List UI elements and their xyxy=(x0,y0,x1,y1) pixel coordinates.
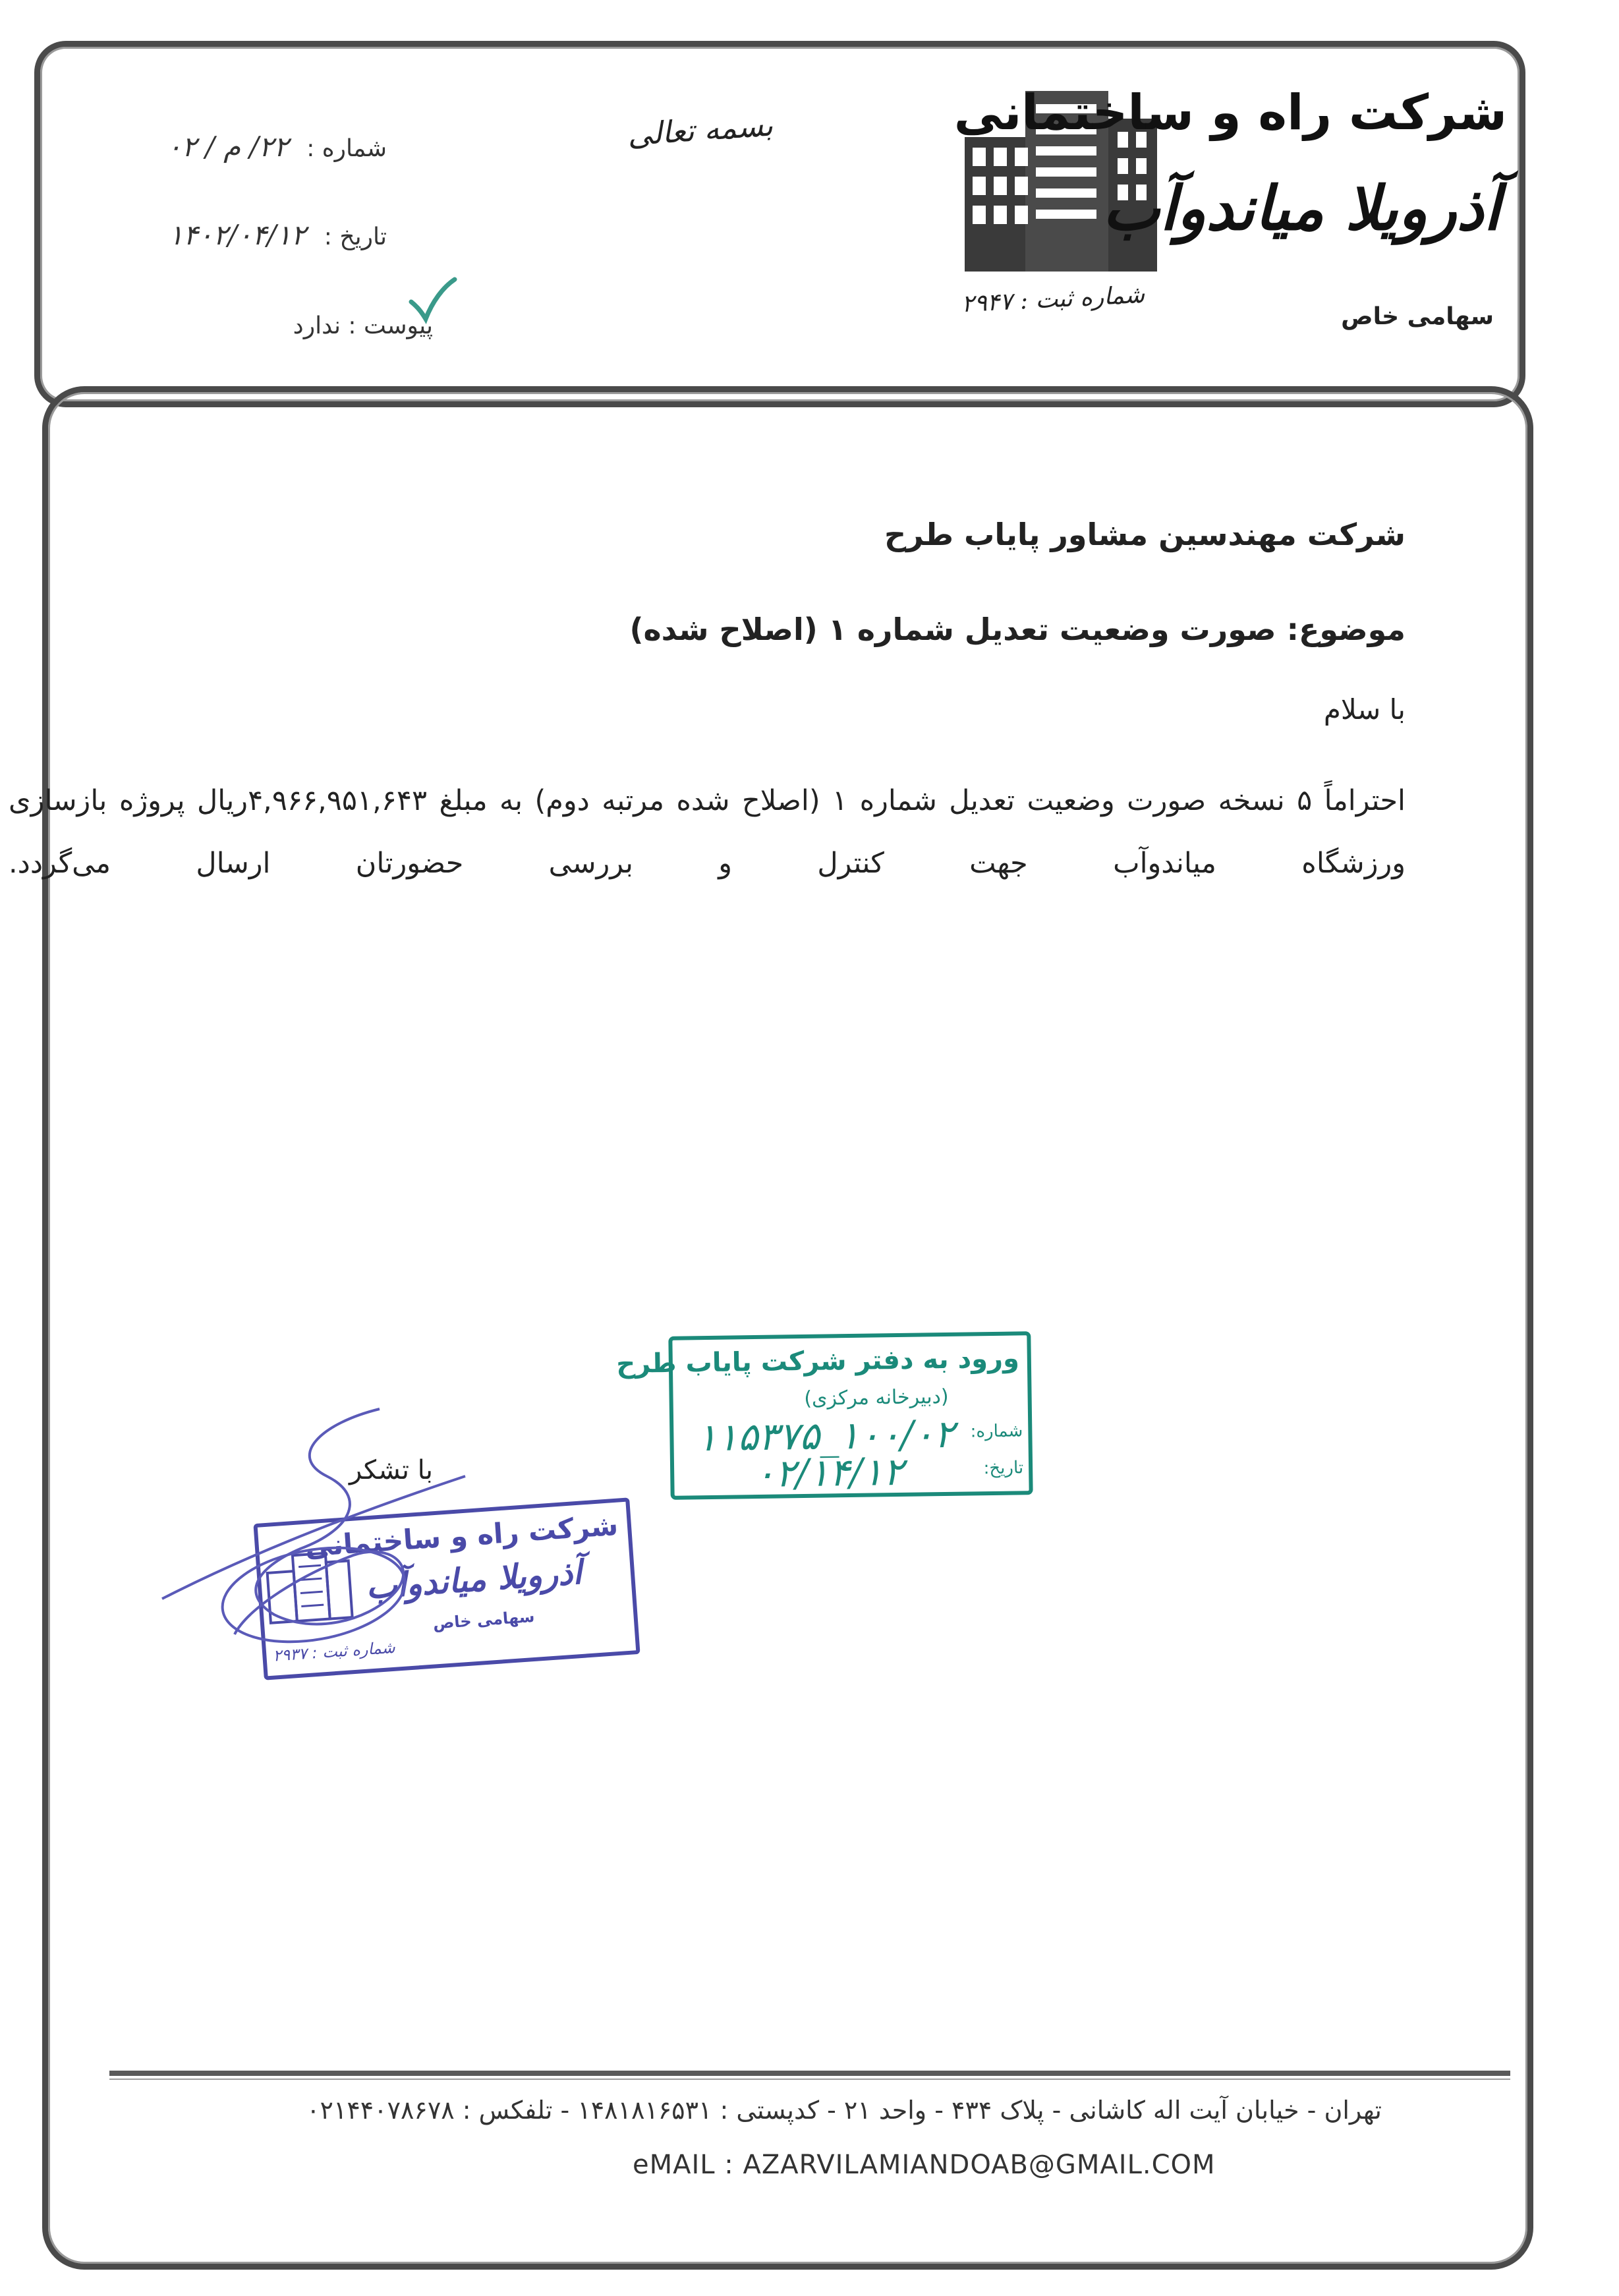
footer-divider-thin xyxy=(109,2079,1510,2080)
basmala: بسمه تعالی xyxy=(626,107,774,153)
closing-thanks: با تشکر xyxy=(349,1455,433,1485)
received-stamp xyxy=(615,1331,1033,1500)
recipient: شرکت مهندسین مشاور پایاب طرح xyxy=(884,517,1406,552)
footer-divider xyxy=(109,2071,1510,2076)
company-stamp-type: سهامی خاص xyxy=(432,1607,536,1633)
company-stamp-name: شرکت راه و ساختمانی xyxy=(303,1508,619,1563)
letter-number-label: شماره : xyxy=(306,135,387,162)
received-stamp-number-label: شماره: xyxy=(970,1421,1023,1442)
letter-number-value: ۲۲/ م / ۰۲ xyxy=(167,130,289,163)
footer-email: eMAIL : AZARVILAMIANDOAB@GMAIL.COM xyxy=(633,2150,1216,2180)
handwritten-signature xyxy=(156,1397,498,1674)
received-stamp-date: ۰۲/۱۴/۱۲ xyxy=(754,1449,904,1497)
footer-address: تهران - خیابان آیت اله کاشانی - پلاک ۴۳۴ - واحد ۲۱ - کدپستی : ۱۴۸۱۸۱۶۵۳۱ - تلفکس : ۰۲۱۴۴۰۷۸۶۷۸ xyxy=(306,2096,1382,2125)
attachment-label: پیوست : ندارد xyxy=(293,312,433,339)
received-stamp-title: ورود به دفتر شرکت پایاب طرح xyxy=(615,1343,1020,1379)
greeting: با سلام xyxy=(1323,693,1406,726)
company-name: شرکت راه و ساختمانی xyxy=(953,84,1507,141)
letter-date-label: تاریخ : xyxy=(324,223,387,250)
company-type: سهامی خاص xyxy=(1341,303,1494,330)
registration-number: شماره ثبت : ۲۹۴۷ xyxy=(960,281,1145,318)
letter-date-value: ۱۴۰۲/۰۴/۱۲ xyxy=(168,219,306,251)
received-stamp-subtitle: (دبیرخانه مرکزی) xyxy=(804,1385,949,1410)
letter-date xyxy=(169,219,387,251)
letter-number xyxy=(167,130,387,163)
letter-body-frame xyxy=(42,386,1533,2270)
letter-paragraph: احتراماً ۵ نسخه صورت وضعیت تعدیل شماره ۱ (اصلاح شده مرتبه دوم) به مبلغ ۴,۹۶۶,۹۵۱,۶۴۳ریال پروژه بازسازی ورزشگاه میاندوآب جهت کنترل و بررسی حضورتان ارسال می‌گردد. xyxy=(9,784,1406,880)
company-subtitle: آذرویلا میاندوآب xyxy=(1102,173,1500,244)
company-stamp-registration: شماره ثبت : ۲۹۳۷ xyxy=(272,1638,396,1665)
company-stamp-subtitle: آذرویلا میاندوآب xyxy=(364,1552,583,1607)
received-stamp-date-label: تاریخ: xyxy=(983,1458,1024,1479)
received-stamp-number: ۱۰۰/۰۲_۱۱۵۳۷۵ xyxy=(696,1411,955,1460)
subject-line: موضوع: صورت وضعیت تعدیل شماره ۱ (اصلاح شده) xyxy=(629,612,1406,647)
check-mark-icon xyxy=(407,275,457,326)
